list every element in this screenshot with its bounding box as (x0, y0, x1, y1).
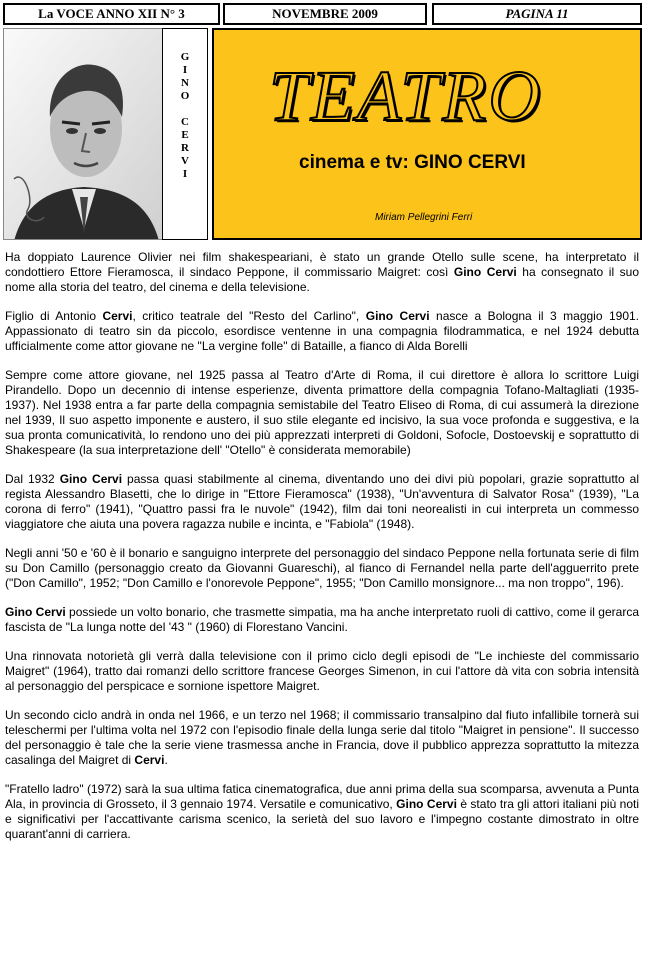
article-paragraph (5, 708, 639, 768)
paragraph-text: Un secondo ciclo andrà in onda nel 1966, e un terzo nel 1968; il commissario transalpino dal fiuto infallibile tornerà sui teleschermi per l'ultima volta nel 1972 con l'episodio finale della lunga serie dal titolo "Maigret in pensione". Il successo del personaggio è tale che la serie viene trasmessa anche in Francia, dove il pubblico apprezza soprattutto la mitezza casalinga del Maigret di (5, 708, 639, 767)
article-paragraph (5, 605, 639, 635)
page-number-box (432, 3, 642, 25)
article-paragraph (5, 546, 639, 591)
article-paragraph (5, 309, 639, 354)
portrait-illustration (4, 29, 163, 240)
title-banner (212, 28, 642, 240)
vertical-letter: O (180, 90, 190, 102)
bold-text: Gino Cervi (365, 309, 430, 323)
page-number-label: PAGINA 11 (505, 6, 569, 21)
paragraph-text: , critico teatrale del "Resto del Carlino", (132, 309, 366, 323)
paragraph-text: Ha doppiato Laurence Olivier nei film shakespeariani, è stato un grande Otello sulle scene, ha interpretato il condottiero Ettore Fieramosca, il sindaco Peppone, il commissario Maigret: così (5, 250, 639, 279)
article-subtitle: cinema e tv: GINO CERVI (299, 152, 526, 173)
author-byline: Miriam Pellegrini Ferri (375, 212, 473, 223)
vertical-letter: I (182, 64, 188, 76)
vertical-letter: I (182, 168, 188, 180)
article-paragraph (5, 368, 639, 458)
bold-text: Gino Cervi (453, 265, 517, 279)
portrait-photo (3, 28, 163, 240)
paragraph-text: Una rinnovata notorietà gli verrà dalla televisione con il primo ciclo degli episodi de "Le inchieste del commissario Maigret" (1964), tratto dai romanzi dello scrittore francese Georges Simenon, in cui l'attore dà vita con sobria intensità al personaggio del perspicace e sornione ispettore Maigret. (5, 649, 639, 693)
bold-text: Gino Cervi (396, 797, 457, 811)
issue-label: La VOCE ANNO XII N° 3 (38, 6, 185, 21)
paragraph-text: Figlio di Antonio (5, 309, 103, 323)
article-paragraph (5, 250, 639, 295)
paragraph-text: è stato tra gli attori italiani più noti e significativi per l'accattivante carisma scenico, la serietà del suo lavoro e l'impegno costante dimostrato in oltre quarant'anni di carriera. (5, 797, 639, 841)
paragraph-text: . (164, 753, 168, 767)
paragraph-text: nasce a Bologna il 3 maggio 1901. Appassionato di teatro sin da piccolo, esordisce ventenne in una compagnia filodrammatica, e nel 1924 debutta ufficialmente come attor giovane ne "La vergine folle" di Bataille, a fianco di Alda Borelli (5, 309, 640, 353)
bold-text: Gino Cervi (59, 472, 123, 486)
bold-text: Cervi (134, 753, 165, 767)
issue-box (3, 3, 220, 25)
vertical-letter: N (181, 77, 189, 89)
paragraph-text: ha consegnato il suo nome alla storia del teatro, del cinema e della televisione. (5, 265, 639, 294)
section-title: TEATRO (269, 56, 543, 136)
date-box (223, 3, 427, 25)
paragraph-text: possiede un volto bonario, che trasmette simpatia, ma ha anche interpretato ruoli di cattivo, come il gerarca fascista de "La lunga notte del '43 " (1960) di Florestano Vancini. (5, 605, 639, 634)
vertical-letter: V (181, 155, 189, 167)
bold-text: Gino Cervi (5, 605, 66, 619)
bold-text: Cervi (102, 309, 133, 323)
article-paragraph (5, 472, 639, 532)
vertical-letter: G (180, 51, 190, 63)
vertical-letter: C (181, 116, 189, 128)
vertical-letter: R (181, 142, 189, 154)
paragraph-text: passa quasi stabilmente al cinema, diventando uno dei divi più popolari, grazie soprattutto al regista Alessandro Blasetti, che lo dirige in "Ettore Fieramosca" (1938), "Un'avventura di Salvator Rosa" (1939), "La corona di ferro" (1941), "Quattro passi fra le nuvole" (1942), film dai toni neorealisti in cui interpreta un commesso viaggiatore che aiuta una povera ragazza nubile e incinta, e "Fabiola" (1948). (5, 472, 640, 531)
vertical-letter: E (181, 129, 189, 141)
vertical-name-column (162, 28, 208, 240)
paragraph-text: Negli anni '50 e '60 è il bonario e sanguigno interprete del personaggio del sindaco Peppone nella fortunata serie di film su Don Camillo (personaggio creato da Giovanni Guareschi), al fianco di Fernandel nella parte dell'agguerrito prete ("Don Camillo", 1952; "Don Camillo e l'onorevole Peppone", 1955; "Don Camillo monsignore... ma non troppo", 196). (5, 546, 639, 590)
paragraph-text: Dal 1932 (5, 472, 60, 486)
date-label: NOVEMBRE 2009 (272, 6, 378, 21)
article-paragraph (5, 649, 639, 694)
paragraph-text: "Fratello ladro" (1972) sarà la sua ultima fatica cinematografica, due anni prima della sua scomparsa, avvenuta a Punta Ala, in provincia di Grosseto, il 3 gennaio 1974. Versatile e comunicativo, (5, 782, 639, 811)
article-paragraph (5, 782, 639, 842)
article-body (5, 250, 639, 856)
paragraph-text: Sempre come attore giovane, nel 1925 passa al Teatro d'Arte di Roma, il cui direttore è allora lo scrittore Luigi Pirandello. Dopo un decennio di intense esperienze, diventa primattore della compagnia Tofano-Maltagliati (1935-1937). Nel 1938 entra a far parte della compagnia semistabile del Teatro Eliseo di Roma, di cui assumerà la direzione nel 1939, Il suo aspetto imponente e austero, il suo stile elegante ed incisivo, la sua voce profonda e suggestiva, e la sua pronta comunicatività, lo rendono uno dei più apprezzati interpreti di Goldoni, Sofocle, Dostoevskij e soprattutto di Shakespeare (la sua interpretazione dell' "Otello" è considerata memorabile) (5, 368, 639, 457)
